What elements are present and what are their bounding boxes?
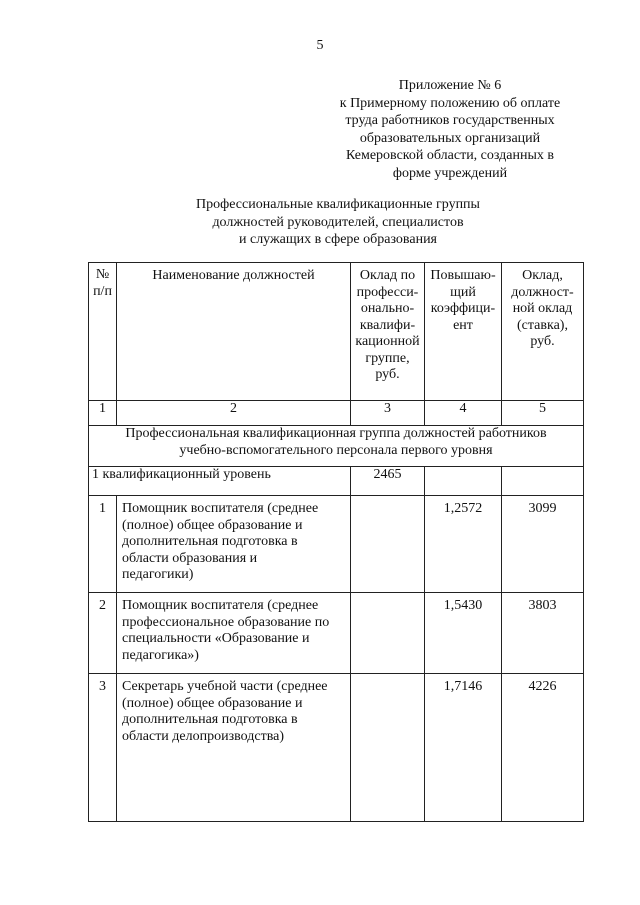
appendix-line: форме учреждений [392, 165, 508, 181]
position-name: Помощник воспитателя (среднее профессиональное образование по специальности «Образование и педагогика») [117, 593, 351, 674]
appendix-line: к Примерному положению об оплате [339, 95, 561, 111]
qualification-level-row [89, 467, 584, 496]
coefficient: 1,5430 [425, 593, 502, 674]
row-number: 3 [89, 674, 117, 822]
title-line: должностей руководителей, специалистов [212, 214, 464, 230]
group-salary-cell [351, 674, 425, 822]
position-name: Секретарь учебной части (среднее (полное) общее образование и дополнительная подготовка в области делопроизводства) [117, 674, 351, 822]
page-number: 5 [316, 38, 324, 53]
header-group-salary: Оклад по професси- онально- квалифи- кационной группе, руб. [351, 263, 425, 401]
column-index: 5 [502, 401, 584, 426]
row-number: 1 [89, 496, 117, 593]
empty-cell [425, 467, 502, 496]
header-total-salary: Оклад, должност- ной оклад (ставка), руб. [502, 263, 584, 401]
column-index: 3 [351, 401, 425, 426]
empty-cell [502, 467, 584, 496]
total-salary: 4226 [502, 674, 584, 822]
appendix-line: образовательных организаций [359, 130, 541, 146]
appendix-line: труда работников государственных [345, 113, 555, 128]
table-row [89, 496, 584, 593]
group-title-row [89, 426, 584, 467]
total-salary: 3099 [502, 496, 584, 593]
column-index: 4 [425, 401, 502, 426]
title-line: и служащих в сфере образования [238, 232, 437, 247]
qualification-level-label: 1 квалификационный уровень [89, 467, 351, 496]
total-salary: 3803 [502, 593, 584, 674]
coefficient: 1,2572 [425, 496, 502, 593]
table-row [89, 593, 584, 674]
appendix-line: Приложение № 6 [398, 78, 502, 93]
position-name: Помощник воспитателя (среднее (полное) общее образование и дополнительная подготовка в области образования и педагогики) [117, 496, 351, 593]
group-salary-cell [351, 593, 425, 674]
column-index: 2 [117, 401, 351, 426]
group-salary-cell [351, 496, 425, 593]
header-position-name: Наименование должностей [117, 263, 351, 401]
column-index-row [89, 401, 584, 426]
salary-table [88, 262, 584, 822]
table-row [89, 674, 584, 822]
qualification-level-salary: 2465 [351, 467, 425, 496]
table-header-row [89, 263, 584, 401]
header-coefficient: Повышаю- щий коэффици- ент [425, 263, 502, 401]
header-number: № п/п [89, 263, 117, 401]
column-index: 1 [89, 401, 117, 426]
appendix-header [300, 77, 600, 182]
row-number: 2 [89, 593, 117, 674]
group-title: Профессиональная квалификационная группа должностей работников учебно-вспомогательного персонала первого уровня [89, 426, 584, 467]
title-line: Профессиональные квалификационные группы [196, 197, 480, 212]
coefficient: 1,7146 [425, 674, 502, 822]
document-title [88, 196, 588, 249]
appendix-line: Кемеровской области, созданных в [345, 148, 555, 163]
